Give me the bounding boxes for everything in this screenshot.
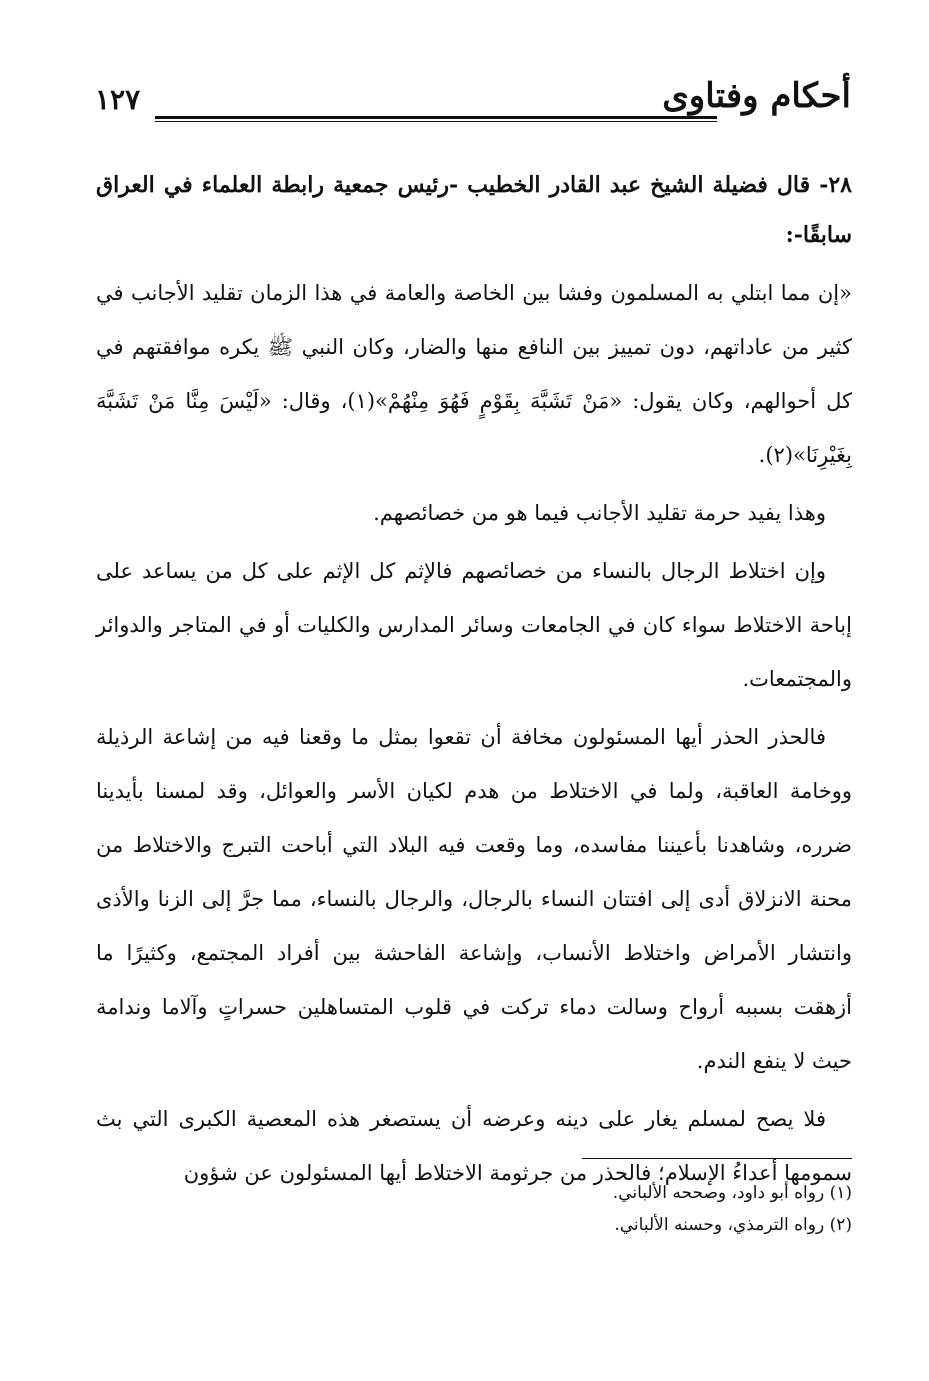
book-title: أحكام وفتاوى: [662, 76, 851, 116]
body-paragraph: وإن اختلاط الرجال بالنساء من خصائصهم فالإثم كل الإثم على كل من يساعد على إباحة الاختلاط سواء كان في الجامعات وسائر المدارس والكليات أو في المتاجر والدوائر والمجتمعات.: [96, 559, 852, 691]
page-body: [96, 160, 852, 1204]
header-rule: [155, 116, 717, 122]
footnote: (١) رواه أبو داود، وصححه الألباني.: [612, 1183, 852, 1203]
body-paragraph: فلا يصح لمسلم يغار على دينه وعرضه أن يستصغر هذه المعصية الكبرى التي بث سمومها أعداءُ الإسلام؛ فالحذر من جرثومة الاختلاط أيها المسئولون عن شؤون: [96, 1107, 852, 1185]
footnote-rule: [582, 1158, 852, 1159]
body-paragraph: فالحذر الحذر أيها المسئولون مخافة أن تقعوا بمثل ما وقعنا فيه من إشاعة الرذيلة ووخامة العاقبة، ولما في الاختلاط من هدم لكيان الأسر والعوائل، وقد لمسنا بأيدينا ضرره، وشاهدنا بأعيننا مفاسده، وما وقعت فيه البلاد التي أباحت التبرج والاختلاط من محنة الانزلاق أدى إلى افتتان النساء بالرجال، والرجال بالنساء، مما جرَّ إلى الزنا والأذى وانتشار الأمراض واختلاط الأنساب، وإشاعة الفاحشة بين أفراد المجتمع، وكثيرًا ما أزهقت بسببه أرواح وسالت دماء تركت في قلوب المتساهلين حسراتٍ وآلاما وندامة حيث لا ينفع الندم.: [96, 725, 852, 1073]
page-header: [95, 70, 851, 130]
page-number: ١٢٧: [95, 83, 141, 116]
body-paragraph: «إن مما ابتلي به المسلمون وفشا بين الخاصة والعامة في هذا الزمان تقليد الأجانب في كثير من عاداتهم، دون تمييز بين النافع منها والضار، وكان النبي ﷺ يكره موافقتهم في كل أحوالهم، وكان يقول: «مَنْ تَشَبَّهَ بِقَوْمٍ فَهُوَ مِنْهُمْ»(١)، وقال: «لَيْسَ مِنَّا مَنْ تَشَبَّهَ بِغَيْرِنَا»(٢).: [96, 281, 852, 467]
footnotes: [96, 1158, 852, 1241]
section-heading: ٢٨- قال فضيلة الشيخ عبد القادر الخطيب -رئيس جمعية رابطة العلماء في العراق سابقًا-:: [96, 172, 852, 248]
footnote: (٢) رواه الترمذي، وحسنه الألباني.: [614, 1215, 852, 1235]
body-paragraph: وهذا يفيد حرمة تقليد الأجانب فيما هو من خصائصهم.: [373, 501, 826, 525]
